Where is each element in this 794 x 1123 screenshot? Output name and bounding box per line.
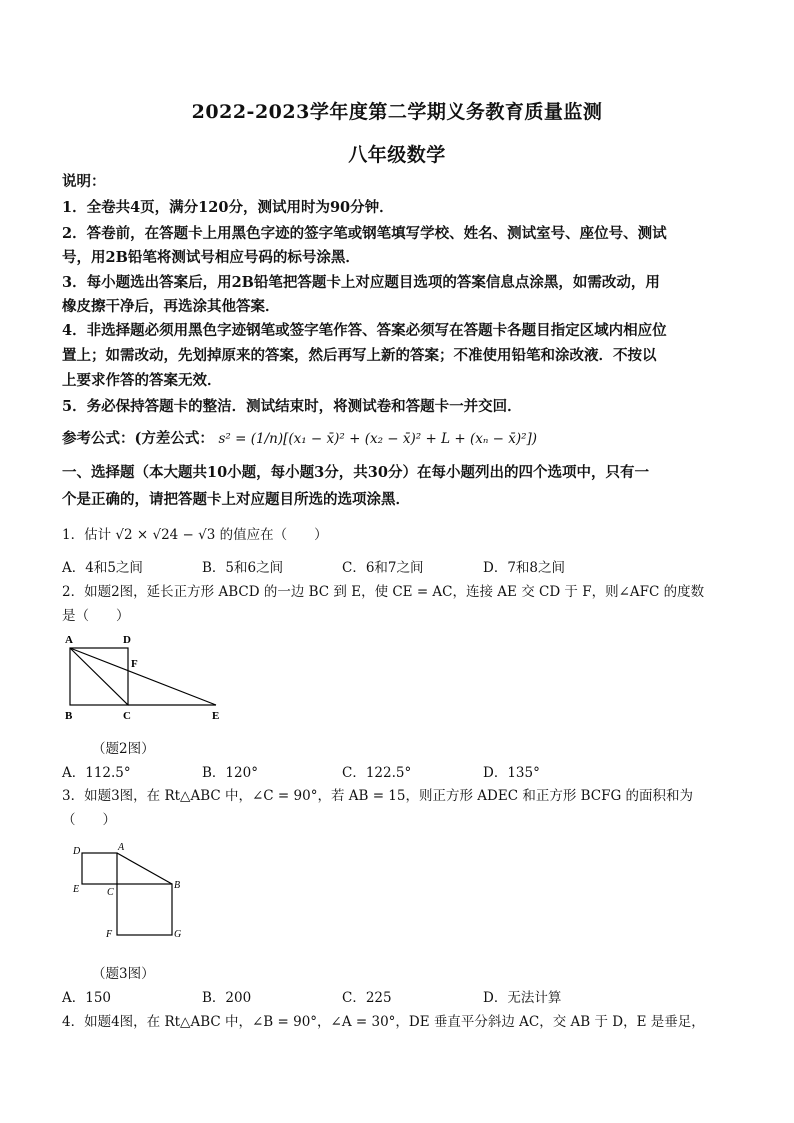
exam-subtitle: 八年级数学 — [348, 144, 446, 166]
hypotenuse-ab — [117, 853, 172, 884]
label-g: G — [174, 929, 182, 940]
note-line: 1．全卷共4页，满分120分，测试用时为90分钟． — [62, 199, 394, 216]
question-2-stem-cont: 是（ ） — [62, 608, 130, 624]
note-line: 5．务必保持答题卡的整洁．测试结束时，将测试卷和答题卡一并交回． — [62, 398, 522, 415]
notes-heading: 说明： — [62, 173, 106, 190]
label-b: B — [174, 880, 181, 891]
segment-ae — [70, 648, 216, 705]
variance-formula — [62, 429, 742, 449]
question-3-stem-cont: （ ） — [62, 812, 116, 828]
q3-option-c: C．225 — [342, 990, 392, 1006]
q3-option-b: B．200 — [202, 990, 252, 1006]
q1-option-b: B．5和6之间 — [202, 560, 284, 576]
formula-expression: s² = (1/n)[(x₁ − x̄)² + (x₂ − x̄)² + L + (xₙ − x̄)²]) — [218, 431, 538, 447]
note-line: 3．每小题选出答案后，用2B铅笔把答题卡上对应题目选项的答案信息点涂黑，如需改动，用 — [62, 274, 660, 291]
note-line: 置上；如需改动，先划掉原来的答案，然后再写上新的答案；不准使用铅笔和涂改液．不按以 — [62, 347, 657, 364]
label-c: C — [107, 887, 114, 898]
square-adec — [82, 853, 117, 884]
note-line: 上要求作答的答案无效． — [62, 372, 222, 389]
diagonal-ac — [70, 648, 128, 705]
label-c: C — [123, 710, 131, 722]
q1-option-d: D．7和8之间 — [483, 560, 566, 576]
note-line: 4．非选择题必须用黑色字迹钢笔或签字笔作答、答案必须写在答题卡各题目指定区域内相应位 — [62, 322, 667, 339]
note-line: 2．答卷前，在答题卡上用黑色字迹的签字笔或钢笔填写学校、姓名、测试室号、座位号、测试 — [62, 225, 667, 242]
q3-option-d: D．无法计算 — [483, 990, 562, 1006]
question-3-stem: 3．如题3图，在 Rt△ABC 中，∠C = 90°，若 AB = 15，则正方形 ADEC 和正方形 BCFG 的面积和为 — [62, 788, 694, 804]
q1-option-c: C．6和7之间 — [342, 560, 424, 576]
question-4-stem: 4．如题4图，在 Rt△ABC 中，∠B = 90°，∠A = 30°，DE 垂直平分斜边 AC，交 AB 于 D，E 是垂足， — [62, 1014, 705, 1030]
q2-option-c: C．122.5° — [342, 765, 412, 781]
label-a: A — [65, 634, 73, 646]
label-a: A — [118, 842, 125, 853]
question-1-stem: 1．估计 √2 × √24 − √3 的值应在（ ） — [62, 527, 328, 543]
note-line: 号，用2B铅笔将测试号相应号码的标号涂黑． — [62, 249, 360, 266]
section-intro-line: 个是正确的，请把答题卡上对应题目所选的选项涂黑． — [62, 491, 410, 508]
label-e: E — [73, 884, 80, 895]
q2-option-a: A．112.5° — [62, 765, 131, 781]
q3-option-a: A．150 — [62, 990, 112, 1006]
q2-option-b: B．120° — [202, 765, 258, 781]
section-intro-line: 一、选择题（本大题共10小题，每小题3分，共30分）在每小题列出的四个选项中，只有一 — [62, 464, 649, 481]
label-f: F — [106, 929, 113, 940]
label-d: D — [73, 846, 81, 857]
label-d: D — [123, 634, 131, 646]
figure-3 — [64, 838, 194, 946]
formula-label: 参考公式：(方差公式： — [62, 430, 214, 447]
label-b: B — [65, 710, 73, 722]
q2-option-d: D．135° — [483, 765, 540, 781]
square-bcfg — [117, 884, 172, 935]
exam-title: 2022-2023学年度第二学期义务教育质量监测 — [191, 101, 603, 123]
label-e: E — [212, 710, 220, 722]
label-f: F — [131, 658, 138, 670]
figure-2-caption: （题2图） — [92, 741, 155, 757]
figure-3-caption: （题3图） — [92, 966, 155, 982]
question-2-stem: 2．如题2图，延长正方形 ABCD 的一边 BC 到 E，使 CE = AC，连接 AE 交 CD 于 F，则∠AFC 的度数 — [62, 584, 705, 600]
q1-option-a: A．4和5之间 — [62, 560, 143, 576]
note-line: 橡皮擦干净后，再选涂其他答案． — [62, 298, 280, 315]
figure-2 — [60, 628, 235, 723]
